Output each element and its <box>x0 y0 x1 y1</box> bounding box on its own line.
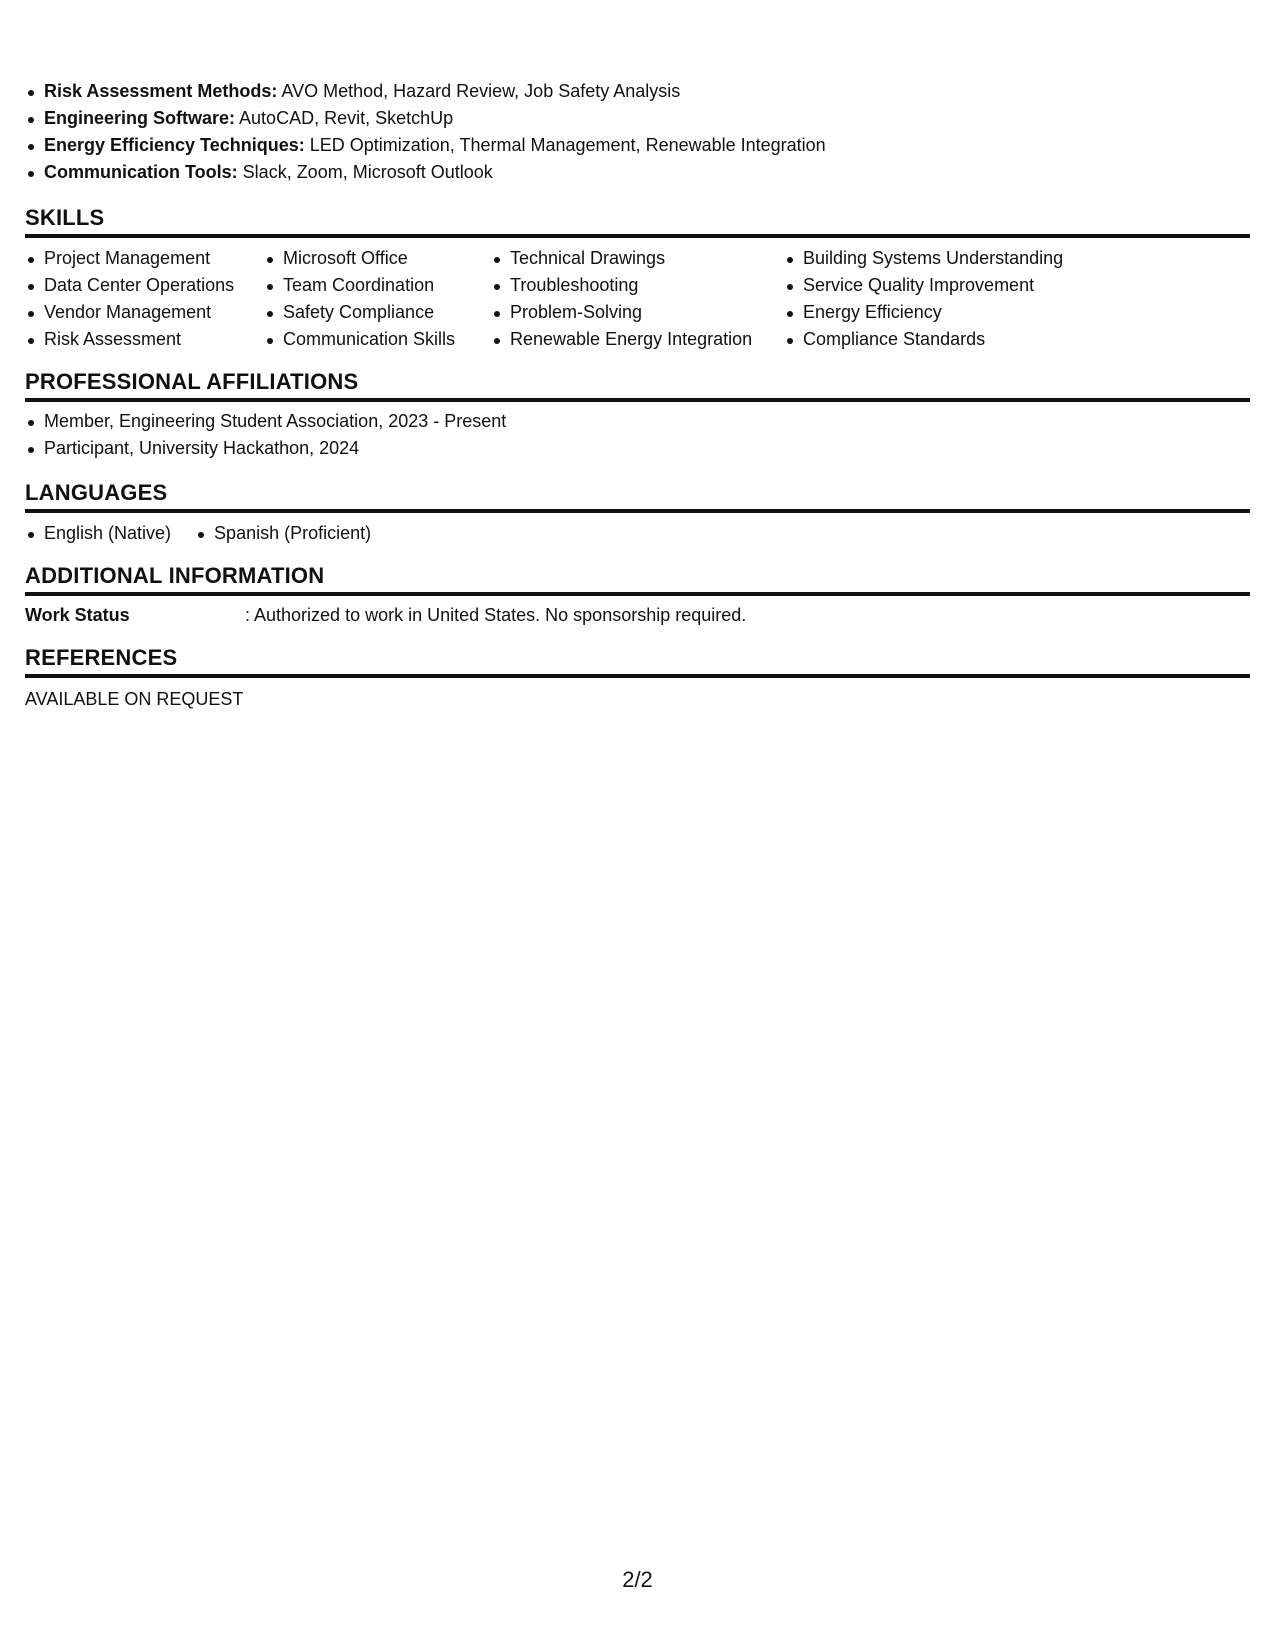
skill-item: Technical Drawings <box>491 245 784 272</box>
skills-column-2 <box>264 245 491 353</box>
skill-item: Data Center Operations <box>25 272 264 299</box>
skills-column-4 <box>784 245 1084 353</box>
tech-skill-label: Risk Assessment Methods: <box>44 81 278 101</box>
languages-list <box>25 520 395 547</box>
references-heading: REFERENCES <box>25 645 1250 678</box>
language-item: Spanish (Proficient) <box>195 520 371 547</box>
skill-item: Building Systems Understanding <box>784 245 1084 272</box>
skills-column-3 <box>491 245 784 353</box>
skill-item: Risk Assessment <box>25 326 264 353</box>
additional-info-heading: ADDITIONAL INFORMATION <box>25 563 1250 596</box>
technical-skills-list <box>25 78 826 186</box>
skill-item: Troubleshooting <box>491 272 784 299</box>
list-item <box>25 132 826 159</box>
tech-skill-value: AutoCAD, Revit, SketchUp <box>235 108 454 128</box>
skills-grid <box>25 245 1084 353</box>
page-number: 2/2 <box>622 1567 653 1592</box>
skill-item: Safety Compliance <box>264 299 491 326</box>
work-status-value: : Authorized to work in United States. No sponsorship required. <box>245 605 747 625</box>
list-item <box>25 105 826 132</box>
skills-heading: SKILLS <box>25 205 1250 238</box>
tech-skill-label: Communication Tools: <box>44 162 238 182</box>
affiliation-item: Member, Engineering Student Association, 2023 - Present <box>25 408 506 435</box>
list-item <box>25 78 826 105</box>
affiliations-list <box>25 408 506 462</box>
language-item: English (Native) <box>25 520 171 547</box>
tech-skill-label: Energy Efficiency Techniques: <box>44 135 305 155</box>
work-status-row <box>25 602 746 629</box>
skill-item: Team Coordination <box>264 272 491 299</box>
languages-heading: LANGUAGES <box>25 480 1250 513</box>
tech-skill-label: Engineering Software: <box>44 108 236 128</box>
skill-item: Microsoft Office <box>264 245 491 272</box>
skill-item: Project Management <box>25 245 264 272</box>
skill-item: Energy Efficiency <box>784 299 1084 326</box>
skill-item: Problem-Solving <box>491 299 784 326</box>
skill-item: Renewable Energy Integration <box>491 326 784 353</box>
tech-skill-value: Slack, Zoom, Microsoft Outlook <box>237 162 493 182</box>
affiliations-heading: PROFESSIONAL AFFILIATIONS <box>25 369 1250 402</box>
references-text: AVAILABLE ON REQUEST <box>25 689 244 709</box>
tech-skill-value: AVO Method, Hazard Review, Job Safety Analysis <box>277 81 681 101</box>
list-item <box>25 159 826 186</box>
skill-item: Communication Skills <box>264 326 491 353</box>
skill-item: Vendor Management <box>25 299 264 326</box>
skill-item: Compliance Standards <box>784 326 1084 353</box>
skills-column-1 <box>25 245 264 353</box>
skill-item: Service Quality Improvement <box>784 272 1084 299</box>
work-status-label: Work Status <box>25 605 130 625</box>
affiliation-item: Participant, University Hackathon, 2024 <box>25 435 506 462</box>
tech-skill-value: LED Optimization, Thermal Management, Renewable Integration <box>304 135 826 155</box>
